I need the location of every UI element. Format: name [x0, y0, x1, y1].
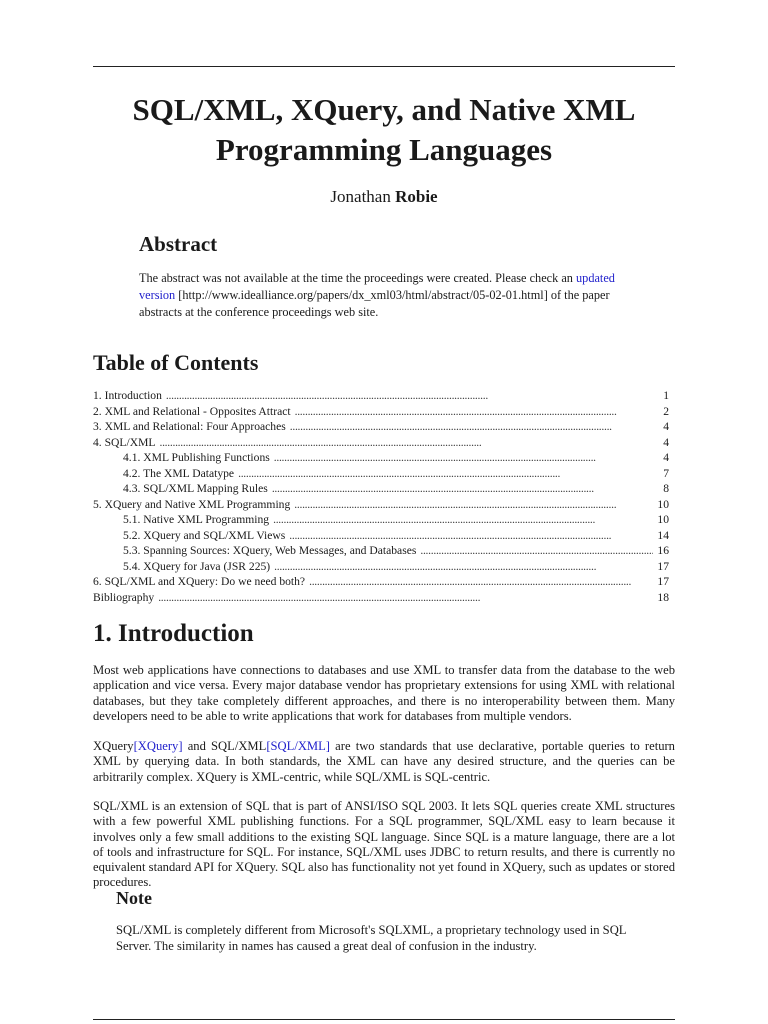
toc-entry[interactable]: [93, 543, 675, 559]
author-given-name: Jonathan: [330, 187, 391, 206]
toc-entry[interactable]: [93, 574, 675, 590]
toc-entry-page: 2: [663, 404, 669, 418]
intro-paragraph-2: [93, 739, 675, 785]
toc-entry-title: 5.3. Spanning Sources: XQuery, Web Messages, and Databases: [123, 544, 417, 557]
toc-entry[interactable]: [93, 466, 675, 482]
toc-leader-dots: [309, 574, 653, 590]
toc-entry-page: 17: [657, 575, 669, 588]
toc-entry-title: 5.2. XQuery and SQL/XML Views: [123, 528, 286, 542]
toc-entry-page: 7: [663, 466, 669, 480]
toc-leader-dots: [289, 528, 653, 544]
toc-heading: Table of Contents: [93, 350, 259, 375]
toc-entry[interactable]: [93, 404, 675, 420]
toc-entry-title: 3. XML and Relational: Four Approaches: [93, 420, 286, 433]
toc-leader-dots: [158, 590, 653, 606]
intro-paragraph-2-rest: are two standards that use declarative, portable queries to return XML by querying data. In both standards, the XML can have any desired structure, and the queries can be arbitrarily complex. XQuery is XML-centric, while SQL/XML is SQL-centric.: [93, 739, 675, 784]
toc-entry-title: 1. Introduction: [93, 389, 162, 402]
toc-entry[interactable]: [93, 435, 675, 451]
abstract-text: [139, 270, 639, 321]
updated-version-link[interactable]: updated version: [139, 271, 615, 302]
abstract-text-before: The abstract was not available at the time the proceedings were created. Please check an: [139, 271, 577, 285]
sqlxml-citation-link[interactable]: [SQL/XML]: [266, 739, 330, 753]
toc-entry-page: 14: [657, 528, 669, 542]
toc-leader-dots: [159, 435, 659, 451]
intro-paragraph-3: SQL/XML is an extension of SQL that is part of ANSI/ISO SQL 2003. It lets SQL queries create XML structures with a few powerful XML publishing functions. For a SQL programmer, SQL/XML easy to learn because it involves only a few small additions to the existing SQL language. Since SQL is a mature language, there are a lot of tools and infrastructure for SQL. For instance, SQL/XML uses JDBC to return results, and there is currently no equivalent standard API for XQuery. SQL also has functionality not yet found in XQuery, such as updates or stored procedures.: [93, 799, 675, 890]
toc-leader-dots: [238, 466, 659, 482]
abstract-text-after: [http://www.idealliance.org/papers/dx_xml03/html/abstract/05-02-01.html] of the paper abstracts at the conference proceedings web site.: [139, 288, 610, 319]
toc-entry-title: 5.1. Native XML Programming: [123, 513, 270, 526]
toc-leader-dots: [166, 388, 659, 404]
toc-entry[interactable]: [93, 528, 675, 544]
xquery-text: XQuery: [93, 739, 134, 753]
xquery-citation-link[interactable]: [XQuery]: [133, 739, 183, 753]
toc-entry-title: 6. SQL/XML and XQuery: Do we need both?: [93, 575, 306, 588]
toc-entry[interactable]: [93, 512, 675, 528]
toc-leader-dots: [274, 450, 659, 466]
toc-entry[interactable]: [93, 497, 675, 513]
toc-entry-title: Bibliography: [93, 590, 155, 604]
toc-leader-dots: [420, 543, 653, 559]
title-line-1: SQL/XML, XQuery, and Native XML: [132, 92, 636, 127]
toc-leader-dots: [295, 404, 660, 420]
toc-entry-title: 5. XQuery and Native XML Programming: [93, 497, 291, 511]
note-text: SQL/XML is completely different from Microsoft's SQLXML, a proprietary technology used in SQL Server. The similarity in names has caused a great deal of confusion in the industry.: [116, 923, 627, 953]
toc-entry-title: 4.1. XML Publishing Functions: [123, 451, 270, 464]
toc-entry-title: 4.2. The XML Datatype: [123, 466, 235, 480]
author-surname: Robie: [395, 187, 438, 206]
toc-entry-page: 16: [657, 544, 669, 557]
author-name: [93, 186, 675, 208]
toc-entry-page: 1: [663, 389, 669, 402]
table-of-contents: [93, 388, 675, 605]
toc-entry-title: 4.3. SQL/XML Mapping Rules: [123, 482, 268, 495]
intro-paragraph-1: Most web applications have connections to databases and use XML to transfer data from the database to the web application and vice versa. Every major database vendor has proprietary extensions for using XML with relational databases, but they take completely different approaches, and there is no interoperability between them. Many developers need to be able to write applications that work for databases from multiple vendors.: [93, 663, 675, 723]
note-heading: Note: [116, 888, 152, 908]
toc-entry-title: 5.4. XQuery for Java (JSR 225): [123, 559, 271, 573]
toc-entry[interactable]: [93, 388, 675, 404]
toc-entry[interactable]: [93, 450, 675, 466]
toc-leader-dots: [274, 559, 653, 575]
toc-entry-title: 4. SQL/XML: [93, 435, 156, 449]
bottom-rule: [93, 1019, 675, 1020]
toc-leader-dots: [272, 481, 659, 497]
toc-entry[interactable]: [93, 590, 675, 606]
toc-entry-page: 4: [663, 435, 669, 449]
toc-entry[interactable]: [93, 559, 675, 575]
toc-entry-page: 4: [663, 451, 669, 464]
toc-entry-title: 2. XML and Relational - Opposites Attract: [93, 404, 291, 418]
toc-entry-page: 17: [657, 559, 669, 573]
toc-entry[interactable]: [93, 481, 675, 497]
top-rule: [93, 66, 675, 67]
introduction-heading: 1. Introduction: [93, 620, 254, 647]
toc-leader-dots: [273, 512, 653, 528]
toc-entry-page: 4: [663, 420, 669, 433]
toc-entry-page: 18: [657, 590, 669, 604]
toc-entry-page: 8: [663, 482, 669, 495]
toc-entry-page: 10: [657, 513, 669, 526]
toc-leader-dots: [290, 419, 659, 435]
abstract-heading: Abstract: [139, 232, 218, 256]
toc-leader-dots: [294, 497, 653, 513]
paper-title: [93, 90, 675, 170]
sqlxml-text: and SQL/XML: [182, 739, 267, 753]
title-line-2: Programming Languages: [215, 132, 553, 167]
toc-entry[interactable]: [93, 419, 675, 435]
toc-entry-page: 10: [657, 497, 669, 511]
